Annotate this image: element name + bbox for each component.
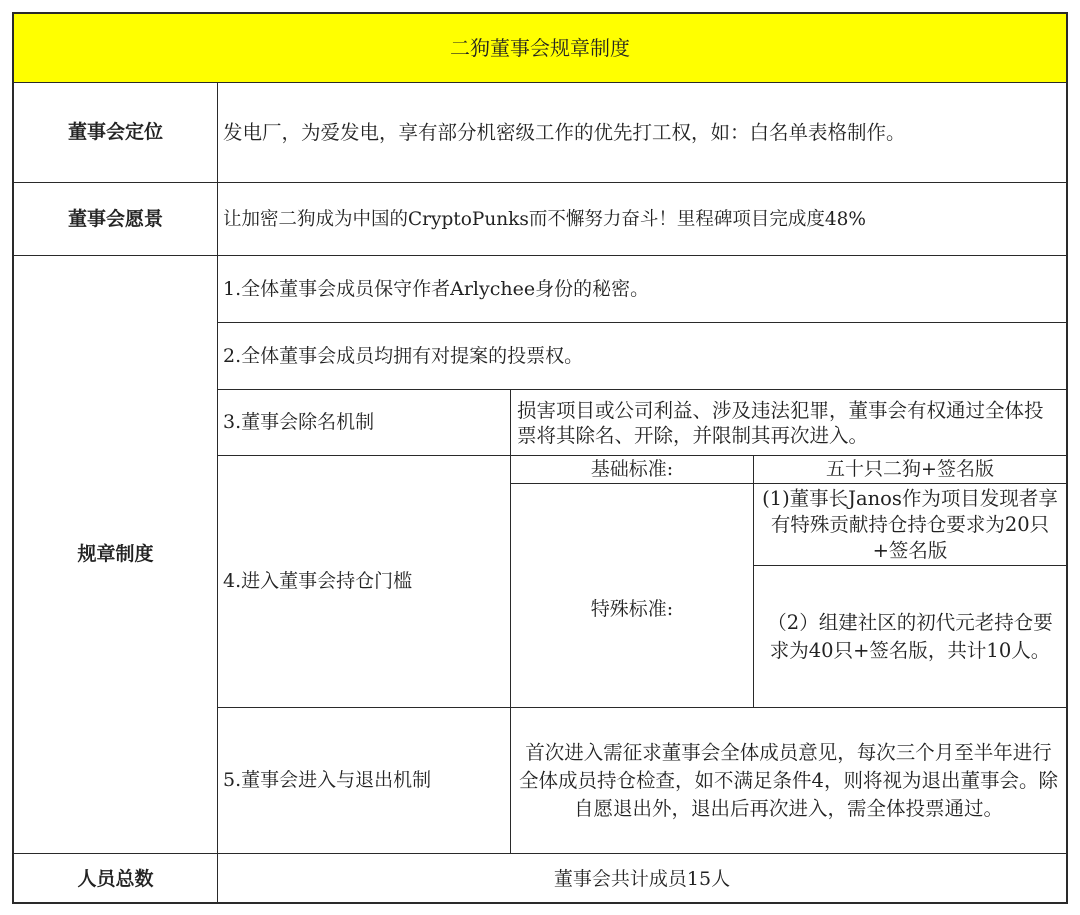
special-standard-label: 特殊标准: xyxy=(510,483,753,707)
special-standard-founders: （2）组建社区的初代元老持仓要求为40只+签名版，共计10人。 xyxy=(753,565,1066,707)
board-rules-table xyxy=(12,12,1068,904)
basic-standard-value: 五十只二狗+签名版 xyxy=(753,455,1066,483)
rule-3-detail: 损害项目或公司利益、涉及违法犯罪，董事会有权通过全体投票将其除名、开除，并限制其再次进入。 xyxy=(510,389,1066,455)
rule-5-label: 5.董事会进入与退出机制 xyxy=(217,707,510,853)
rule-2: 2.全体董事会成员均拥有对提案的投票权。 xyxy=(217,322,1066,389)
table-title: 二狗董事会规章制度 xyxy=(14,14,1066,82)
rule-4-label: 4.进入董事会持仓门槛 xyxy=(217,455,510,707)
vision-label: 董事会愿景 xyxy=(14,182,217,255)
positioning-label: 董事会定位 xyxy=(14,82,217,182)
vision-value: 让加密二狗成为中国的CryptoPunks而不懈努力奋斗！里程碑项目完成度48% xyxy=(217,182,1066,255)
positioning-value: 发电厂，为爱发电，享有部分机密级工作的优先打工权，如：白名单表格制作。 xyxy=(217,82,1066,182)
rule-3-label: 3.董事会除名机制 xyxy=(217,389,510,455)
basic-standard-label: 基础标准: xyxy=(510,455,753,483)
headcount-value: 董事会共计成员15人 xyxy=(217,853,1066,904)
special-standard-chairman: (1)董事长Janos作为项目发现者享有特殊贡献持仓持仓要求为20只+签名版 xyxy=(753,483,1066,565)
rules-label: 规章制度 xyxy=(14,255,217,853)
rule-1: 1.全体董事会成员保守作者Arlychee身份的秘密。 xyxy=(217,255,1066,322)
rule-5-detail: 首次进入需征求董事会全体成员意见，每次三个月至半年进行全体成员持仓检查，如不满足条件4，则将视为退出董事会。除自愿退出外，退出后再次进入，需全体投票通过。 xyxy=(510,707,1066,853)
headcount-label: 人员总数 xyxy=(14,853,217,904)
